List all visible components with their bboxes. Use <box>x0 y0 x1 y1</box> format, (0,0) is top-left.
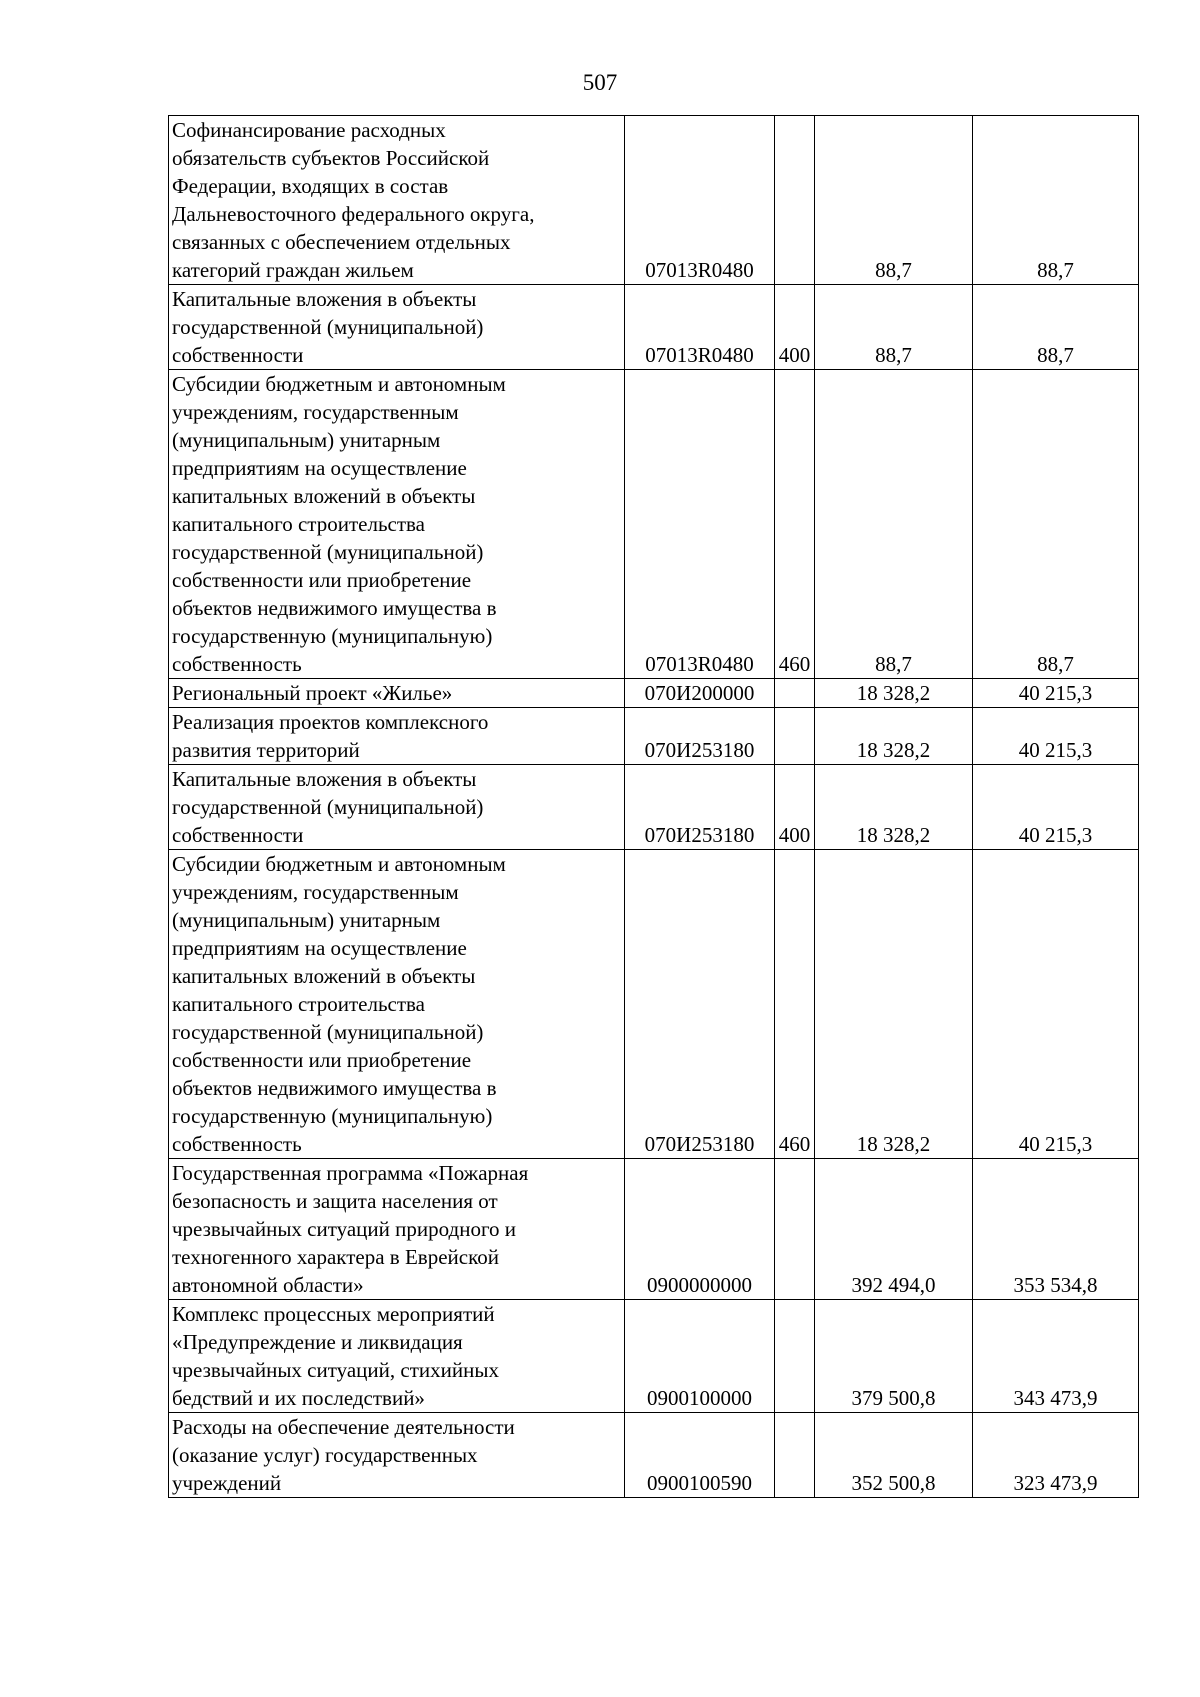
row-expense-type <box>775 1159 815 1300</box>
row-code: 070И253180 <box>625 708 775 765</box>
row-value-1: 379 500,8 <box>815 1300 973 1413</box>
row-value-1: 88,7 <box>815 285 973 370</box>
row-code: 07013R0480 <box>625 116 775 285</box>
row-name-cell <box>169 285 625 370</box>
row-name-cell <box>169 1159 625 1300</box>
row-value-1: 88,7 <box>815 116 973 285</box>
table-row <box>169 116 1139 285</box>
row-name: Региональный проект «Жилье» <box>172 681 453 705</box>
row-code: 070И253180 <box>625 765 775 850</box>
table-row <box>169 370 1139 679</box>
row-code: 0900100590 <box>625 1413 775 1498</box>
row-name: Капитальные вложения в объекты государственной (муниципальной) собственности <box>172 287 484 367</box>
row-name: Субсидии бюджетным и автономным учреждениям, государственным (муниципальным) унитарным предприятиям на осуществление капитальных вложений в объекты капитального строительства государственной (муниципальной) собственности или приобретение объектов недвижимого имущества в государственную (муниципальную) собственность <box>172 372 506 676</box>
row-value-2: 88,7 <box>973 285 1139 370</box>
row-expense-type <box>775 1413 815 1498</box>
page-number: 507 <box>582 70 618 95</box>
row-value-2: 353 534,8 <box>973 1159 1139 1300</box>
row-expense-type <box>775 1300 815 1413</box>
row-name: Софинансирование расходных обязательств субъектов Российской Федерации, входящих в состав Дальневосточного федерального округа, связанных с обеспечением отдельных категорий граждан жильем <box>172 118 535 282</box>
row-expense-type <box>775 116 815 285</box>
row-name: Реализация проектов комплексного развития территорий <box>172 710 489 762</box>
row-name-cell <box>169 370 625 679</box>
row-value-1: 88,7 <box>815 370 973 679</box>
row-code: 07013R0480 <box>625 285 775 370</box>
row-code: 07013R0480 <box>625 370 775 679</box>
row-name-cell <box>169 765 625 850</box>
row-code: 0900000000 <box>625 1159 775 1300</box>
row-value-2: 88,7 <box>973 116 1139 285</box>
row-code: 0900100000 <box>625 1300 775 1413</box>
row-name-cell <box>169 679 625 708</box>
row-name: Государственная программа «Пожарная безопасность и защита населения от чрезвычайных ситуаций природного и техногенного характера в Еврейской автономной области» <box>172 1161 529 1297</box>
row-value-2: 40 215,3 <box>973 850 1139 1159</box>
row-code: 070И253180 <box>625 850 775 1159</box>
row-value-2: 343 473,9 <box>973 1300 1139 1413</box>
row-value-2: 88,7 <box>973 370 1139 679</box>
table-row <box>169 1413 1139 1498</box>
row-value-1: 18 328,2 <box>815 708 973 765</box>
row-name: Капитальные вложения в объекты государственной (муниципальной) собственности <box>172 767 484 847</box>
row-expense-type <box>775 679 815 708</box>
row-value-1: 392 494,0 <box>815 1159 973 1300</box>
row-name: Расходы на обеспечение деятельности (оказание услуг) государственных учреждений <box>172 1415 515 1495</box>
table-row <box>169 679 1139 708</box>
row-name-cell <box>169 1413 625 1498</box>
row-value-1: 352 500,8 <box>815 1413 973 1498</box>
row-value-2: 40 215,3 <box>973 765 1139 850</box>
budget-table <box>168 115 1139 1498</box>
table-row <box>169 765 1139 850</box>
row-expense-type: 460 <box>775 370 815 679</box>
row-expense-type: 400 <box>775 285 815 370</box>
table-row <box>169 850 1139 1159</box>
row-value-1: 18 328,2 <box>815 679 973 708</box>
row-value-2: 323 473,9 <box>973 1413 1139 1498</box>
table-row <box>169 285 1139 370</box>
row-expense-type: 400 <box>775 765 815 850</box>
row-expense-type: 460 <box>775 850 815 1159</box>
table-row <box>169 708 1139 765</box>
table-row <box>169 1300 1139 1413</box>
row-name-cell <box>169 708 625 765</box>
row-value-1: 18 328,2 <box>815 850 973 1159</box>
row-code: 070И200000 <box>625 679 775 708</box>
row-name-cell <box>169 116 625 285</box>
row-name-cell <box>169 850 625 1159</box>
row-name: Комплекс процессных мероприятий «Предупреждение и ликвидация чрезвычайных ситуаций, стихийных бедствий и их последствий» <box>172 1302 499 1410</box>
row-name: Субсидии бюджетным и автономным учреждениям, государственным (муниципальным) унитарным предприятиям на осуществление капитальных вложений в объекты капитального строительства государственной (муниципальной) собственности или приобретение объектов недвижимого имущества в государственную (муниципальную) собственность <box>172 852 506 1156</box>
row-name-cell <box>169 1300 625 1413</box>
row-value-2: 40 215,3 <box>973 679 1139 708</box>
row-expense-type <box>775 708 815 765</box>
row-value-1: 18 328,2 <box>815 765 973 850</box>
table-row <box>169 1159 1139 1300</box>
row-value-2: 40 215,3 <box>973 708 1139 765</box>
